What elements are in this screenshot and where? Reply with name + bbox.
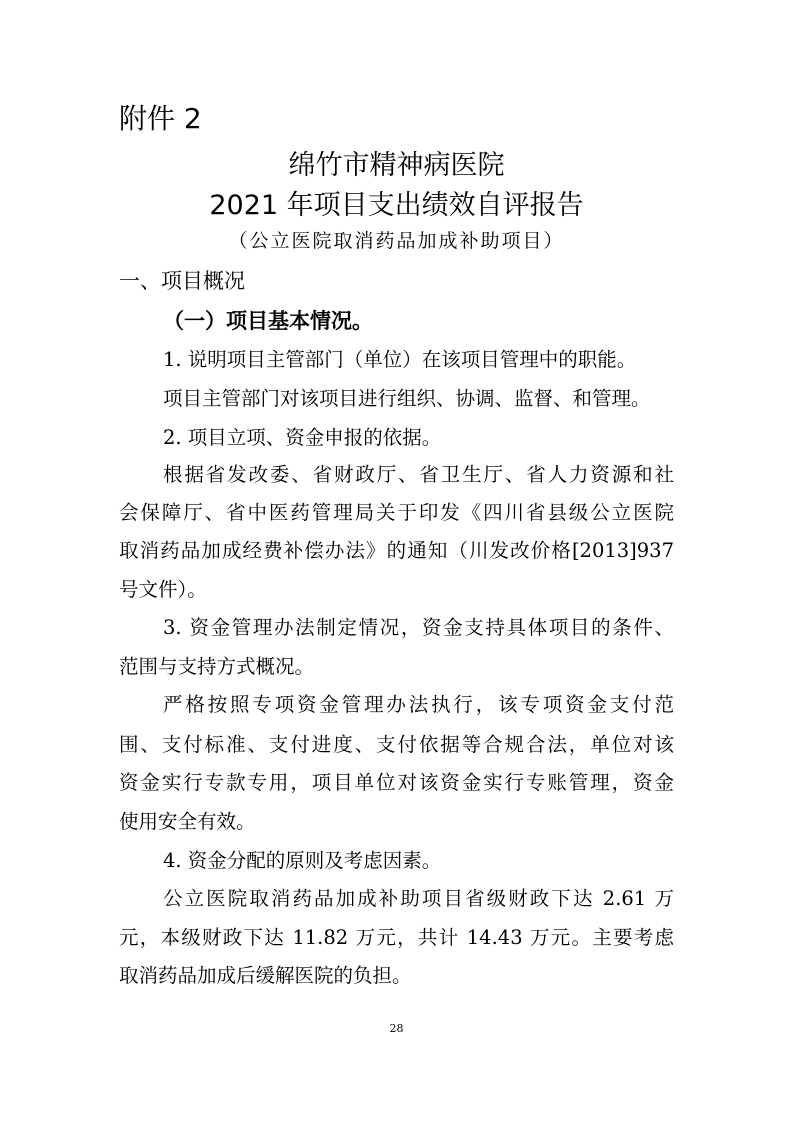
paragraph-line: 元，本级财政下达 11.82 万元，共计 14.43 万元。主要考虑 [119, 926, 674, 949]
paragraph-line: 号文件）。 [119, 578, 207, 601]
paragraph-line: 资金实行专款专用，项目单位对该资金实行专账管理，资金 [119, 771, 674, 794]
paragraph-line: 公立医院取消药品加成补助项目省级财政下达 2.61 万 [163, 887, 674, 910]
paragraph-line: 使用安全有效。 [119, 810, 256, 833]
page-number: 28 [389, 1022, 404, 1035]
paragraph-line: 根据省发改委、省财政厅、省卫生厅、省人力资源和社 [163, 463, 674, 486]
paragraph-line: 项目主管部门对该项目进行组织、协调、监督、和管理。 [163, 387, 651, 410]
document-title-line1: 绵竹市精神病医院 [288, 150, 505, 181]
paragraph-line: 1. 说明项目主管部门（单位）在该项目管理中的职能。 [163, 348, 637, 371]
paragraph-line: 取消药品加成经费补偿办法》的通知（川发改价格[2013]937 [119, 539, 674, 562]
paragraph-line: 取消药品加成后缓解医院的负担。 [119, 964, 412, 987]
paragraph-line: 会保障厅、省中医药管理局关于印发《四川省县级公立医院 [119, 501, 674, 524]
paragraph-line: 严格按照专项资金管理办法执行，该专项资金支付范 [163, 693, 674, 716]
paragraph-line: 3. 资金管理办法制定情况，资金支持具体项目的条件、 [163, 616, 674, 639]
attachment-label: 附件 2 [119, 102, 202, 135]
subsection-heading-basic-info: （一）项目基本情况。 [163, 308, 373, 333]
document-title-line2: 2021 年项目支出绩效自评报告 [209, 190, 584, 221]
paragraph-line: 2. 项目立项、资金申报的依据。 [163, 426, 442, 449]
paragraph-line: 围、支付标准、支付进度、支付依据等合规合法，单位对该 [119, 733, 674, 756]
section-heading-overview: 一、项目概况 [119, 269, 245, 293]
paragraph-line: 4. 资金分配的原则及考虑因素。 [163, 849, 442, 872]
paragraph-line: 范围与支持方式概况。 [119, 655, 315, 678]
document-subtitle: （公立医院取消药品加成补助项目） [228, 230, 565, 252]
